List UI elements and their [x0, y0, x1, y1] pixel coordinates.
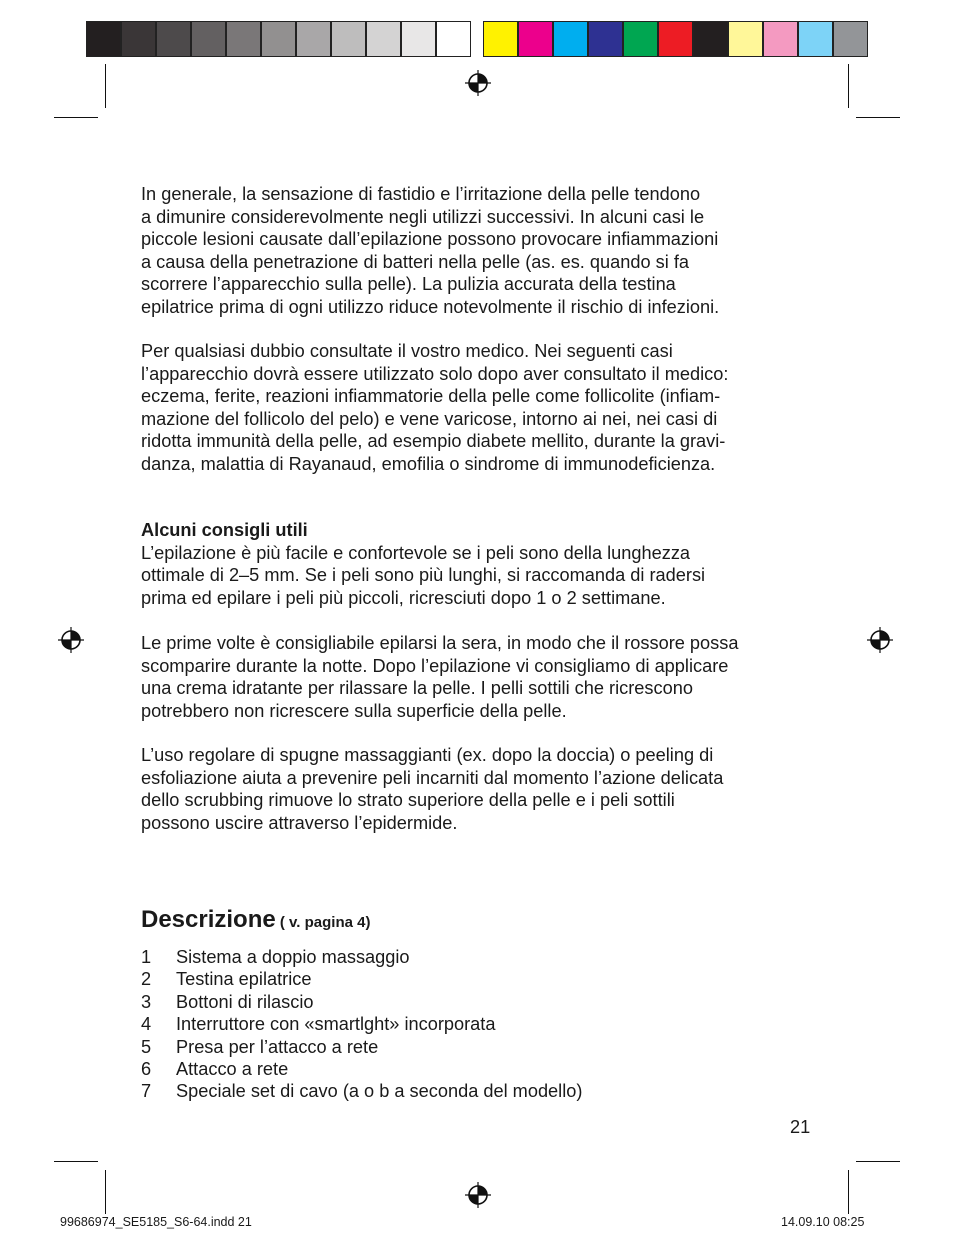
item-number: 7 — [141, 1081, 152, 1102]
list-item — [141, 946, 582, 968]
crop-mark — [848, 1170, 849, 1214]
list-item — [141, 1013, 582, 1035]
text-line: potrebbero non ricrescere sulla superficie della pelle. — [141, 700, 567, 721]
crop-mark — [54, 1161, 98, 1162]
text-line: Le prime volte è consigliabile epilarsi la sera, in modo che il rossore possa — [141, 633, 739, 653]
color-swatch — [331, 21, 366, 57]
text-line: dello scrubbing rimuove lo strato superiore della pelle e i peli sottili — [141, 790, 675, 811]
tips-heading: Alcuni consigli utili — [141, 520, 308, 540]
color-swatch — [623, 21, 658, 57]
color-swatch — [86, 21, 121, 57]
color-swatch — [156, 21, 191, 57]
list-item — [141, 1036, 582, 1058]
crop-mark — [54, 117, 98, 118]
text-line: ridotta immunità della pelle, ad esempio diabete mellito, durante la gravi- — [141, 431, 726, 452]
text-line: mazione del follicolo del pelo) e vene varicose, intorno ai nei, nei casi di — [141, 408, 718, 429]
crop-mark — [105, 64, 106, 108]
color-swatch — [436, 21, 471, 57]
paragraph-consult-doctor — [141, 340, 728, 476]
text-line: piccole lesioni causate dall’epilazione possono provocare infiammazioni — [141, 229, 719, 250]
color-swatch — [833, 21, 868, 57]
item-text: Attacco a rete — [176, 1059, 289, 1080]
color-swatch — [553, 21, 588, 57]
item-number: 3 — [141, 991, 152, 1012]
color-swatch — [296, 21, 331, 57]
page-reference: ( v. pagina 4) — [275, 914, 371, 931]
text-line: epilatrice prima di ogni utilizzo riduce notevolmente il rischio di infezioni. — [141, 296, 720, 317]
text-line: L’epilazione è più facile e confortevole se i peli sono della lunghezza — [141, 542, 691, 563]
text-line: ottimale di 2–5 mm. Se i peli sono più lunghi, si raccomanda di radersi — [141, 565, 706, 586]
color-swatch — [763, 21, 798, 57]
text-line: prima ed epilare i peli più piccoli, ricresciuti dopo 1 o 2 settimane. — [141, 587, 666, 608]
list-item — [141, 1080, 582, 1102]
item-text: Sistema a doppio massaggio — [176, 947, 410, 967]
text-line: scorrere l’apparecchio sulla pelle). La pulizia accurata della testina — [141, 274, 676, 295]
section-title-text: Descrizione — [141, 906, 276, 933]
color-swatch — [693, 21, 728, 57]
color-swatch — [658, 21, 693, 57]
registration-mark-icon — [867, 627, 893, 653]
text-line: l’apparecchio dovrà essere utilizzato solo dopo aver consultato il medico: — [141, 363, 729, 384]
color-swatch — [226, 21, 261, 57]
item-text: Speciale set di cavo (a o b a seconda del modello) — [176, 1081, 583, 1102]
item-number: 1 — [141, 947, 152, 967]
registration-mark-icon — [465, 1182, 491, 1208]
crop-mark — [105, 1170, 106, 1214]
item-number: 2 — [141, 969, 152, 990]
color-swatch — [588, 21, 623, 57]
text-line: a dimunire considerevolmente negli utilizzi successivi. In alcuni casi le — [141, 206, 705, 227]
color-swatch — [728, 21, 763, 57]
color-swatch — [401, 21, 436, 57]
grayscale-color-bar — [86, 21, 471, 57]
text-line: In generale, la sensazione di fastidio e l’irritazione della pelle tendono — [141, 184, 701, 204]
text-line: L’uso regolare di spugne massaggianti (ex. dopo la doccia) o peeling di — [141, 745, 714, 765]
section-title — [141, 905, 370, 938]
list-item — [141, 991, 582, 1013]
text-line: danza, malattia di Rayanaud, emofilia o sindrome di immunodeficienza. — [141, 453, 716, 474]
crop-mark — [848, 64, 849, 108]
item-text: Interruttore con «smartlght» incorporata — [176, 1014, 496, 1035]
parts-list — [141, 946, 582, 1103]
text-line: una crema idratante per rilassare la pelle. I pelli sottili che ricrescono — [141, 678, 693, 699]
process-color-bar — [483, 21, 868, 57]
color-swatch — [121, 21, 156, 57]
page-number: 21 — [790, 1117, 811, 1137]
color-swatch — [191, 21, 226, 57]
paragraph-exfoliation — [141, 744, 723, 834]
text-line: possono uscire attraverso l’epidermide. — [141, 812, 458, 833]
paragraph-skin-irritation — [141, 183, 719, 319]
item-text: Bottoni di rilascio — [176, 991, 314, 1012]
paragraph-first-times — [141, 632, 738, 722]
crop-mark — [856, 117, 900, 118]
color-swatch — [483, 21, 518, 57]
text-line: eczema, ferite, reazioni infiammatorie della pelle come follicolite (infiam- — [141, 386, 721, 407]
text-line: esfoliazione aiuta a prevenire peli incarniti dal momento l’azione delicata — [141, 767, 724, 788]
color-swatch — [261, 21, 296, 57]
list-item — [141, 968, 582, 990]
item-text: Testina epilatrice — [176, 969, 312, 990]
list-item — [141, 1058, 582, 1080]
text-line: a causa della penetrazione di batteri nella pelle (as. es. quando si fa — [141, 251, 690, 272]
color-swatch — [798, 21, 833, 57]
item-number: 6 — [141, 1059, 152, 1080]
paragraph-useful-tips — [141, 519, 705, 609]
item-text: Presa per l’attacco a rete — [176, 1036, 379, 1057]
footer-datetime: 14.09.10 08:25 — [781, 1215, 865, 1229]
color-swatch — [366, 21, 401, 57]
registration-mark-icon — [465, 70, 491, 96]
footer-filename: 99686974_SE5185_S6-64.indd 21 — [60, 1215, 252, 1229]
color-swatch — [518, 21, 553, 57]
crop-mark — [856, 1161, 900, 1162]
text-line: scomparire durante la notte. Dopo l’epilazione vi consigliamo di applicare — [141, 655, 729, 676]
item-number: 4 — [141, 1014, 152, 1035]
text-line: Per qualsiasi dubbio consultate il vostro medico. Nei seguenti casi — [141, 341, 673, 361]
registration-mark-icon — [58, 627, 84, 653]
item-number: 5 — [141, 1036, 152, 1057]
